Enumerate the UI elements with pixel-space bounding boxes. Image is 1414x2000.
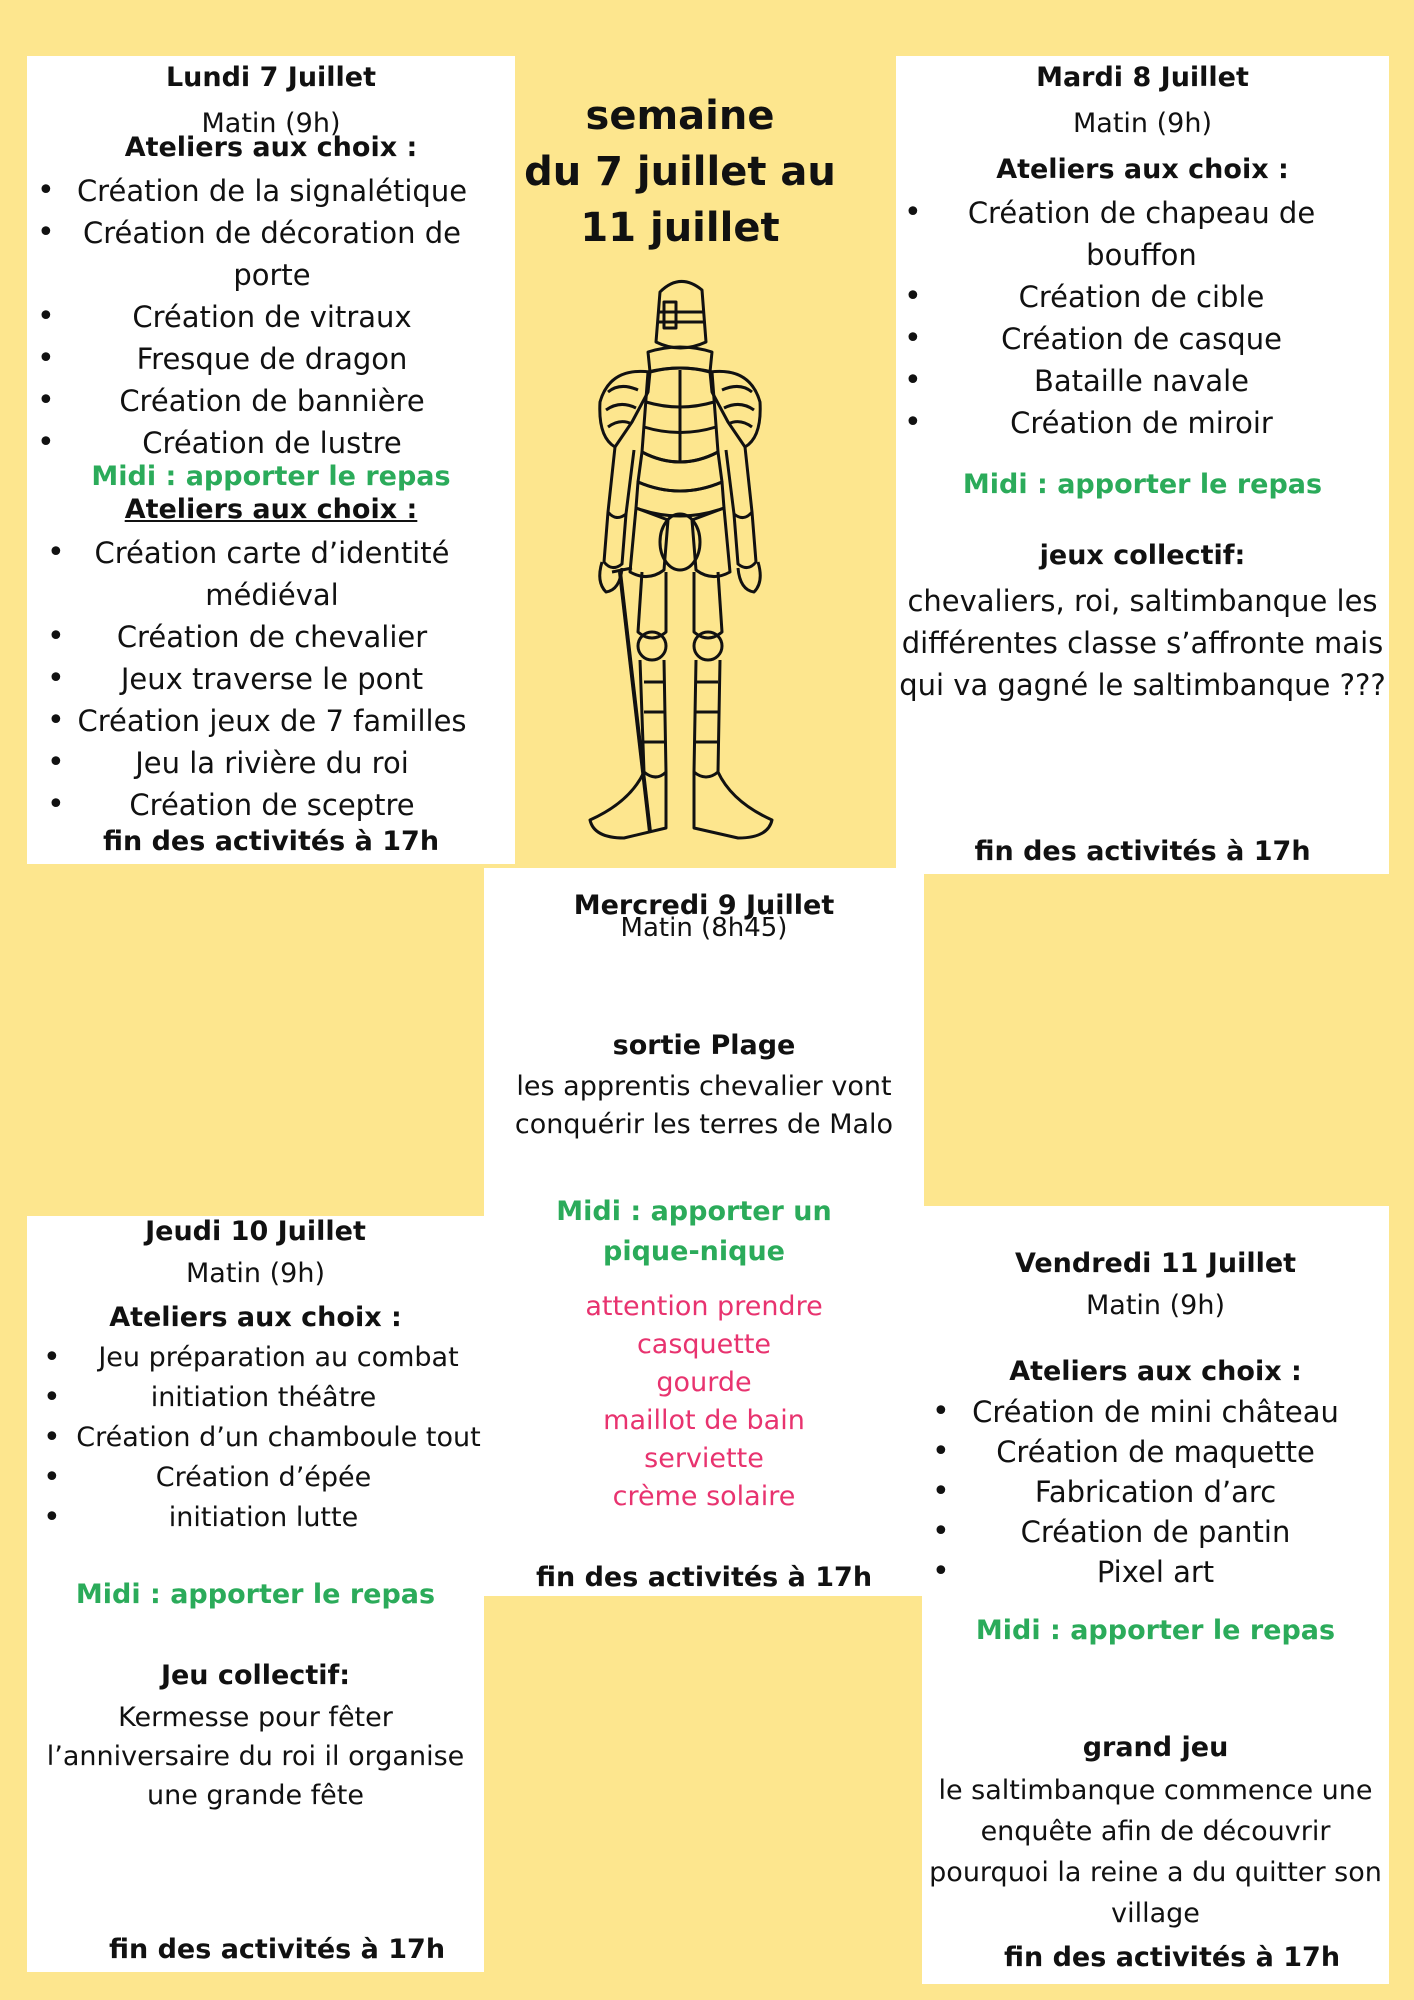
- wednesday-outing-text: les apprentis chevalier vont conquérir les terres de Malo: [514, 1071, 894, 1140]
- friday-end-time: fin des activités à 17h: [1003, 1942, 1341, 1973]
- monday-afternoon-list: [47, 532, 497, 826]
- friday-lunch: Midi : apporter le repas: [975, 1615, 1336, 1646]
- wednesday-end-time: fin des activités à 17h: [535, 1562, 873, 1593]
- thursday-game-label: Jeu collectif:: [160, 1660, 351, 1691]
- list-item: • Fresque de dragon: [37, 338, 507, 380]
- wednesday-lunch: Midi : apporter un pique-nique: [556, 1196, 832, 1267]
- tuesday-workshops-label: Ateliers aux choix :: [996, 154, 1289, 185]
- thursday-lunch: Midi : apporter le repas: [75, 1579, 436, 1610]
- thursday-workshops-label: Ateliers aux choix :: [109, 1302, 402, 1333]
- tuesday-morning-time: Matin (9h): [1073, 108, 1212, 139]
- thursday-day-title: Jeudi 10 Juillet: [145, 1216, 366, 1247]
- monday-panel: [27, 56, 515, 864]
- friday-list: [932, 1392, 1379, 1592]
- tuesday-end-time: fin des activités à 17h: [974, 836, 1311, 867]
- reminder-line: serviette: [644, 1443, 764, 1474]
- reminder-line: gourde: [656, 1367, 752, 1398]
- wednesday-reminder: [484, 1288, 924, 1516]
- monday-lunch: Midi : apporter le repas: [91, 461, 451, 492]
- friday-game-label: grand jeu: [1082, 1732, 1229, 1763]
- thursday-morning-time: Matin (9h): [186, 1258, 325, 1289]
- friday-day-title: Vendredi 11 Juillet: [1014, 1248, 1297, 1279]
- list-item: • Pixel art: [932, 1552, 1379, 1592]
- title-line-1: semaine: [585, 93, 775, 139]
- list-item: • initiation théâtre: [43, 1378, 484, 1418]
- list-item: • Création de miroir: [904, 402, 1379, 444]
- monday-morning-time: Matin (9h): [201, 108, 341, 139]
- week-title: [515, 88, 845, 256]
- list-item: • Création de sceptre: [47, 784, 497, 826]
- tuesday-game-text: chevaliers, roi, saltimbanque les différentes classe s’affronte mais qui va gagné le saltimbanque ???: [899, 584, 1386, 702]
- tuesday-game-label: jeux collectif:: [1039, 540, 1246, 571]
- list-item: • Fabrication d’arc: [932, 1472, 1379, 1512]
- thursday-panel: [27, 1216, 484, 1972]
- monday-afternoon-label: Ateliers aux choix :: [124, 494, 418, 525]
- tuesday-panel: [896, 56, 1389, 874]
- tuesday-lunch: Midi : apporter le repas: [962, 469, 1323, 500]
- list-item: • Création de chapeau de bouffon: [904, 192, 1379, 276]
- thursday-game-text: Kermesse pour fêter l’anniversaire du roi il organise une grande fête: [46, 1702, 465, 1811]
- reminder-line: crème solaire: [612, 1481, 796, 1512]
- thursday-end-time: fin des activités à 17h: [108, 1934, 446, 1965]
- title-line-3: 11 juillet: [580, 205, 780, 251]
- monday-workshops-label: Ateliers aux choix :: [124, 132, 418, 163]
- list-item: • Création d’épée: [43, 1458, 484, 1498]
- list-item: • Jeu la rivière du roi: [47, 742, 497, 784]
- wednesday-day-title: Mercredi 9 Juillet: [573, 890, 835, 921]
- list-item: • Création d’un chamboule tout: [43, 1418, 484, 1458]
- wednesday-panel: [484, 868, 924, 1596]
- wednesday-morning-time: Matin (8h45): [620, 913, 788, 943]
- reminder-line: maillot de bain: [603, 1405, 805, 1436]
- list-item: • Création de décoration de porte: [37, 212, 507, 296]
- wednesday-outing-label: sortie Plage: [612, 1030, 796, 1061]
- monday-morning-list: [37, 170, 507, 464]
- tuesday-list: [904, 192, 1379, 444]
- list-item: • Création de mini château: [932, 1392, 1379, 1432]
- list-item: • Création de cible: [904, 276, 1379, 318]
- thursday-list: [43, 1338, 484, 1538]
- list-item: • Création jeux de 7 familles: [47, 700, 497, 742]
- friday-morning-time: Matin (9h): [1086, 1290, 1225, 1321]
- reminder-line: attention prendre: [585, 1291, 823, 1322]
- reminder-line: casquette: [636, 1329, 772, 1360]
- list-item: • Création de casque: [904, 318, 1379, 360]
- list-item: • Jeux traverse le pont: [47, 658, 497, 700]
- monday-day-title: Lundi 7 Juillet: [165, 62, 377, 93]
- monday-end-time: fin des activités à 17h: [102, 826, 440, 857]
- friday-workshops-label: Ateliers aux choix :: [1009, 1356, 1302, 1387]
- list-item: • Création de chevalier: [47, 616, 497, 658]
- list-item: • Création de la signalétique: [37, 170, 507, 212]
- list-item: • initiation lutte: [43, 1498, 484, 1538]
- list-item: • Jeu préparation au combat: [43, 1338, 484, 1378]
- friday-game-text: le saltimbanque commence une enquête afin de découvrir pourquoi la reine a du quitter son village: [929, 1775, 1382, 1929]
- list-item: • Création de maquette: [932, 1432, 1379, 1472]
- tuesday-day-title: Mardi 8 Juillet: [1036, 62, 1249, 93]
- knight-illustration: [560, 272, 800, 852]
- list-item: • Création de vitraux: [37, 296, 507, 338]
- list-item: • Création de bannière: [37, 380, 507, 422]
- friday-panel: [922, 1206, 1389, 1984]
- list-item: • Création de lustre: [37, 422, 507, 464]
- list-item: • Création carte d’identité médiéval: [47, 532, 497, 616]
- title-line-2: du 7 juillet au: [524, 149, 836, 195]
- list-item: • Création de pantin: [932, 1512, 1379, 1552]
- list-item: • Bataille navale: [904, 360, 1379, 402]
